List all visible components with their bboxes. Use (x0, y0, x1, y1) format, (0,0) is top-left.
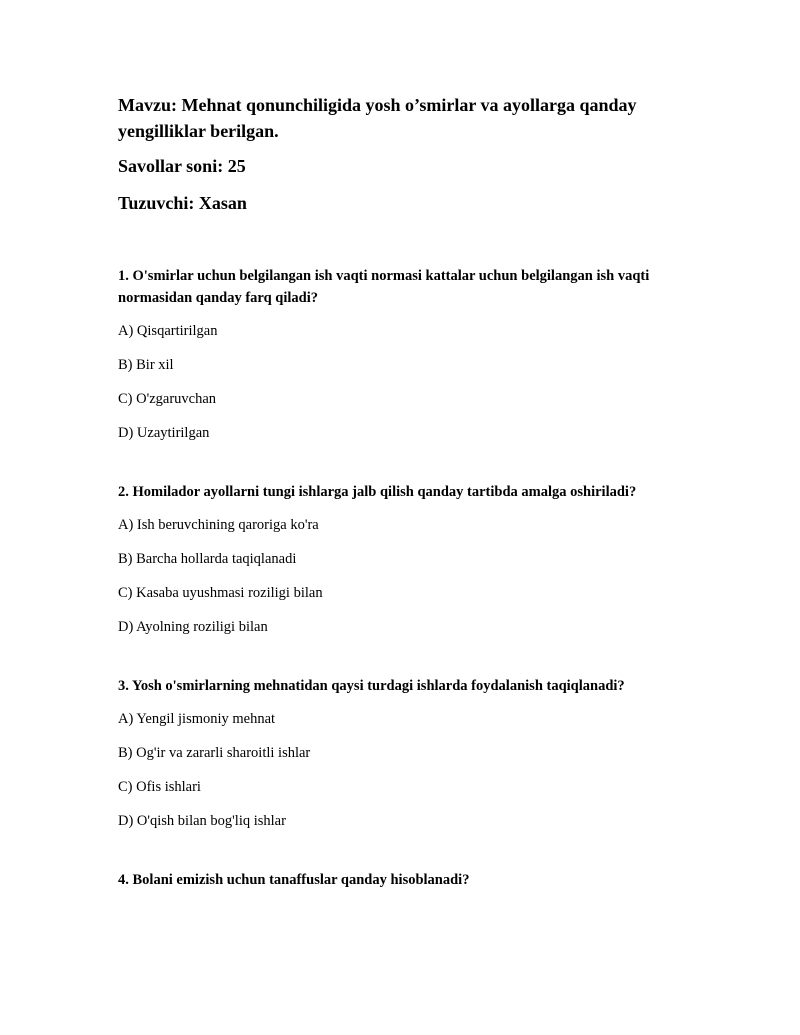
option-d: D) O'qish bilan bog'liq ishlar (118, 813, 286, 829)
question-text: 2. Homilador ayollarni tungi ishlarga jalb qilish qanday tartibda amalga oshiriladi? (118, 484, 637, 500)
option-d: D) Ayolning roziligi bilan (118, 619, 268, 635)
option-a: A) Yengil jismoniy mehnat (118, 711, 276, 727)
question-text: 1. O'smirlar uchun belgilangan ish vaqti normasi kattalar uchun belgilangan ish vaqti normasidan qanday farq qiladi? (118, 268, 650, 306)
option-a: A) Ish beruvchining qaroriga ko'ra (118, 517, 319, 533)
question-text: 3. Yosh o'smirlarning mehnatidan qaysi turdagi ishlarda foydalanish taqiqlanadi? (118, 678, 625, 694)
option-d: D) Uzaytirilgan (118, 425, 210, 441)
question-2 (118, 481, 688, 637)
question-1 (118, 265, 688, 443)
option-b: B) Og'ir va zararli sharoitli ishlar (118, 745, 311, 761)
option-c: C) O'zgaruvchan (118, 391, 217, 407)
option-a: A) Qisqartirilgan (118, 323, 218, 339)
option-c: C) Ofis ishlari (118, 779, 201, 795)
question-3 (118, 675, 688, 831)
document-page (118, 92, 688, 891)
author-line: Tuzuvchi: Xasan (118, 193, 247, 213)
question-4 (118, 869, 688, 891)
option-c: C) Kasaba uyushmasi roziligi bilan (118, 585, 323, 601)
option-b: B) Bir xil (118, 357, 174, 373)
question-text: 4. Bolani emizish uchun tanaffuslar qanday hisoblanadi? (118, 872, 470, 888)
document-title: Mavzu: Mehnat qonunchiligida yosh o’smirlar va ayollarga qanday yengilliklar berilgan. (118, 95, 637, 141)
question-count: Savollar soni: 25 (118, 156, 246, 176)
option-b: B) Barcha hollarda taqiqlanadi (118, 551, 297, 567)
